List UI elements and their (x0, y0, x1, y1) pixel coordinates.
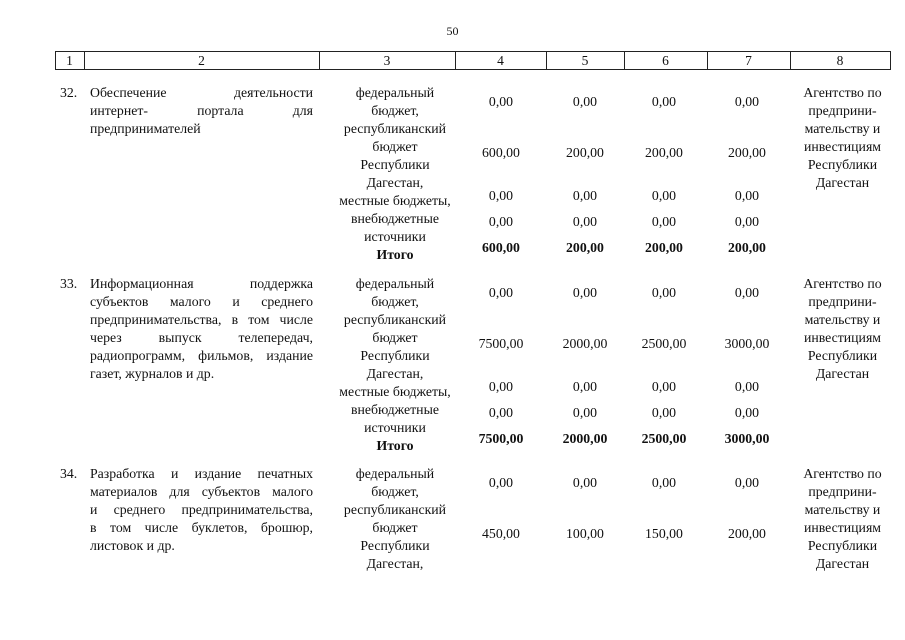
value-cell: 3000,00 (724, 336, 770, 351)
total-cell: 7500,00 (478, 431, 524, 446)
value-cell: 2500,00 (641, 336, 687, 351)
resp-line: мательству и (804, 121, 881, 136)
row-title (90, 275, 313, 383)
value-cell: 100,00 (566, 526, 604, 541)
src-rep-line: Дагестан, (366, 175, 424, 190)
title-line: в том числе буклетов, брошюр, (90, 520, 313, 535)
src-rep-line: республиканский (343, 502, 447, 517)
value-cell: 0,00 (488, 405, 514, 420)
value-cell: 0,00 (488, 475, 514, 490)
resp-line: мательству и (804, 502, 881, 517)
value-cell: 0,00 (572, 475, 598, 490)
src-extra-line: внебюджетные (351, 211, 439, 226)
src-rep-line: Дагестан, (366, 366, 424, 381)
src-fed-line: бюджет, (371, 484, 419, 499)
responsible-agency (795, 84, 890, 192)
header-bottom-border (55, 69, 891, 70)
total-cell: 2000,00 (562, 431, 608, 446)
header-col-8: 8 (836, 53, 844, 68)
value-cell: 0,00 (734, 94, 760, 109)
src-rep-line: Дагестан, (366, 556, 424, 571)
src-rep-line: Республики (360, 348, 430, 363)
total-cell: 200,00 (728, 240, 766, 255)
value-cell: 0,00 (651, 188, 677, 203)
row-number: 34. (60, 466, 78, 481)
value-cell: 0,00 (734, 214, 760, 229)
total-cell: 2500,00 (641, 431, 687, 446)
src-rep-line: республиканский (343, 121, 447, 136)
src-rep-line: Республики (360, 157, 430, 172)
value-cell: 0,00 (572, 379, 598, 394)
src-rep-line: бюджет (372, 330, 418, 345)
value-cell: 200,00 (728, 526, 766, 541)
title-line: газет, журналов и др. (90, 366, 215, 381)
header-col-1: 1 (66, 53, 73, 68)
value-cell: 0,00 (651, 405, 677, 420)
resp-line: Дагестан (815, 175, 870, 190)
value-cell: 450,00 (482, 526, 520, 541)
title-line: радиопрограмм, фильмов, издание (90, 348, 313, 363)
value-cell: 0,00 (651, 475, 677, 490)
src-rep-line: Республики (360, 538, 430, 553)
header-col-4: 4 (497, 53, 504, 68)
src-local-line: местные бюджеты, (339, 193, 451, 208)
header-col-5: 5 (581, 53, 589, 68)
src-local-line: местные бюджеты, (339, 384, 451, 399)
src-rep-line: бюджет (372, 520, 418, 535)
header-col-6: 6 (662, 53, 669, 68)
title-line: субъектов малого и среднего (90, 294, 313, 309)
title-line: и среднего предпринимательства, (90, 502, 313, 517)
resp-line: предприни- (808, 484, 877, 499)
value-cell: 0,00 (734, 379, 760, 394)
funding-sources (322, 84, 468, 264)
value-cell: 0,00 (651, 379, 677, 394)
resp-line: Агентство по (803, 466, 882, 481)
title-line: интернет- портала для (90, 103, 313, 118)
resp-line: предприни- (808, 103, 877, 118)
src-rep-line: бюджет (372, 139, 418, 154)
src-rep-line: республиканский (343, 312, 447, 327)
funding-sources (322, 275, 468, 455)
src-fed-line: бюджет, (371, 294, 419, 309)
value-cell: 0,00 (651, 94, 677, 109)
value-cell: 200,00 (728, 145, 766, 160)
resp-line: мательству и (804, 312, 881, 327)
src-fed-line: федеральный (355, 85, 435, 100)
responsible-agency (795, 465, 890, 573)
resp-line: предприни- (808, 294, 877, 309)
title-line: Информационная поддержка (90, 276, 313, 291)
value-cell: 200,00 (566, 145, 604, 160)
responsible-agency (795, 275, 890, 383)
value-cell: 0,00 (734, 188, 760, 203)
total-cell: 3000,00 (724, 431, 770, 446)
resp-line: Республики (807, 348, 878, 363)
value-cell: 0,00 (572, 405, 598, 420)
title-line: листовок и др. (90, 538, 175, 553)
value-cell: 0,00 (734, 405, 760, 420)
value-cell: 0,00 (651, 214, 677, 229)
value-cell: 0,00 (488, 94, 514, 109)
funding-sources (322, 465, 468, 573)
value-cell: 0,00 (488, 214, 514, 229)
resp-line: Республики (807, 157, 878, 172)
resp-line: инвестициям (803, 139, 882, 154)
header-col-7: 7 (745, 53, 752, 68)
value-cell: 0,00 (488, 188, 514, 203)
value-cell: 150,00 (645, 526, 683, 541)
src-extra-line: источники (364, 229, 426, 244)
total-cell: 600,00 (482, 240, 520, 255)
src-fed-line: федеральный (355, 276, 435, 291)
resp-line: Республики (807, 538, 878, 553)
header-col-3: 3 (383, 53, 391, 68)
total-cell: 200,00 (645, 240, 683, 255)
src-total-label: Итого (376, 438, 414, 453)
page-number: 50 (446, 24, 459, 38)
resp-line: Агентство по (803, 85, 882, 100)
row-title (90, 84, 313, 138)
value-cell: 0,00 (572, 188, 598, 203)
row-title (90, 465, 313, 555)
title-line: предпринимательства, в том числе (90, 312, 313, 327)
row-number: 32. (60, 85, 78, 100)
value-cell: 7500,00 (478, 336, 524, 351)
header-col-2: 2 (198, 53, 205, 68)
resp-line: инвестициям (803, 520, 882, 535)
header-divider (890, 51, 891, 70)
value-cell: 2000,00 (562, 336, 608, 351)
value-cell: 0,00 (572, 214, 598, 229)
src-extra-line: внебюджетные (351, 402, 439, 417)
value-cell: 0,00 (572, 94, 598, 109)
src-fed-line: федеральный (355, 466, 435, 481)
title-line: Разработка и издание печатных (90, 466, 313, 481)
value-cell: 0,00 (651, 285, 677, 300)
resp-line: Дагестан (815, 556, 870, 571)
resp-line: инвестициям (803, 330, 882, 345)
header-top-border (55, 51, 891, 52)
value-cell: 0,00 (572, 285, 598, 300)
title-line: через выпуск телепередач, (90, 330, 313, 345)
value-cell: 0,00 (488, 379, 514, 394)
value-cell: 0,00 (734, 285, 760, 300)
value-cell: 0,00 (734, 475, 760, 490)
value-cell: 200,00 (645, 145, 683, 160)
title-line: предпринимателей (90, 121, 201, 136)
row-number: 33. (60, 276, 78, 291)
src-total-label: Итого (376, 247, 414, 262)
src-fed-line: бюджет, (371, 103, 419, 118)
value-cell: 600,00 (482, 145, 520, 160)
value-cell: 0,00 (488, 285, 514, 300)
src-extra-line: источники (364, 420, 426, 435)
resp-line: Дагестан (815, 366, 870, 381)
total-cell: 200,00 (566, 240, 604, 255)
title-line: Обеспечение деятельности (90, 85, 313, 100)
resp-line: Агентство по (803, 276, 882, 291)
title-line: материалов для субъектов малого (90, 484, 313, 499)
